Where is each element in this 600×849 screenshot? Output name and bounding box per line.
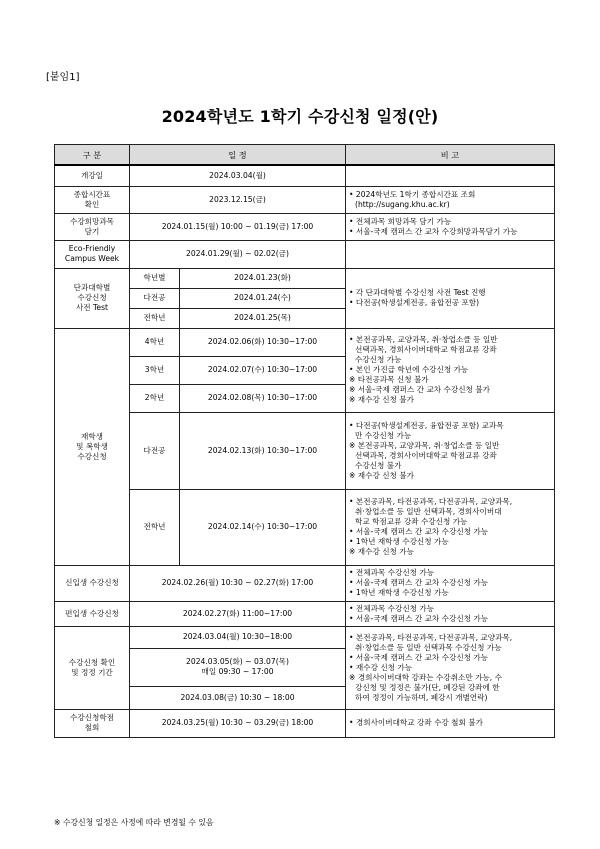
notes-cell: • 전체과목 희망과목 담기 가능 • 서울-국제 캠퍼스 간 교차 수강희망과목담기 가능 <box>346 213 555 240</box>
table-row <box>55 165 555 186</box>
table-row <box>55 626 555 648</box>
notes-cell: • 다전공(학생설계전공, 융합전공 포함) 교과목 만 수강신청 가능 ※ 본전공과목, 교양과목, 취·창업소클 등 일반 선택과목, 경희사이버대학교 학점교류 강좌 수강신청 불가 ※ 재수강 신청 불가 <box>346 412 555 489</box>
schedule-cell: 2024.01.15(월) 10:00 ~ 01.19(금) 17:00 <box>130 213 346 240</box>
attachment-label: [붙임1] <box>46 72 80 83</box>
schedule-cell: 2024.01.29(월) ~ 02.02(금) <box>130 240 346 268</box>
schedule-cell: 2024.03.08(금) 10:30 ~ 18:00 <box>130 686 346 709</box>
table-row <box>55 412 555 489</box>
schedule-cell: 2024.03.04(월) <box>130 165 346 186</box>
subcategory-cell: 2학년 <box>130 384 180 412</box>
notes-cell: • 각 단과대학별 수강신청 사전 Test 진행 • 다전공(학생설계전공, 융합전공 포함) <box>346 268 555 328</box>
subcategory-cell: 다전공 <box>130 288 180 308</box>
schedule-cell: 2024.03.04(월) 10:30~18:00 <box>130 626 346 648</box>
table-row <box>55 268 555 288</box>
category-cell: 개강일 <box>55 165 130 186</box>
subcategory-cell: 학년별 <box>130 268 180 288</box>
notes-cell: • 경희사이버대학교 강좌 수강 철회 불가 <box>346 709 555 737</box>
table-row <box>55 489 555 565</box>
notes-cell: • 2024학년도 1학기 종합시간표 조회 (http://sugang.khu.ac.kr) <box>346 186 555 213</box>
notes-cell: • 본전공과목, 타전공과목, 다전공과목, 교양과목, 취·창업소클 등 일반 선택과목, 경희사이버대 학교 학점교류 강좌 수강신청 가능 • 서울-국제 캠퍼스 간 교차 수강신청 가능 • 1학년 재학생 수강신청 가능 ※ 재수강 신청 가능 <box>346 489 555 565</box>
schedule-cell: 2024.02.06(화) 10:30~17:00 <box>180 328 346 356</box>
category-cell: 수강신청학점 철회 <box>55 709 130 737</box>
category-cell: 신입생 수강신청 <box>55 565 130 601</box>
schedule-cell: 2024.02.14(수) 10:30~17:00 <box>180 489 346 565</box>
category-cell: Eco-Friendly Campus Week <box>55 240 130 268</box>
notes-cell <box>346 165 555 186</box>
category-cell: 재학생 및 복학생 수강신청 <box>55 328 130 565</box>
category-cell: 수강희망과목 담기 <box>55 213 130 240</box>
table-row <box>55 186 555 213</box>
table-row <box>55 601 555 626</box>
header-notes: 비 고 <box>346 145 555 166</box>
schedule-cell: 2024.02.27(화) 11:00~17:00 <box>130 601 346 626</box>
schedule-cell: 2024.02.08(목) 10:30~17:00 <box>180 384 346 412</box>
header-schedule: 일 정 <box>130 145 346 166</box>
notes-cell: • 본전공과목, 타전공과목, 다전공과목, 교양과목, 취·창업소클 등 일반 선택과목 수강신청 가능 • 서울-국제 캠퍼스 간 교차 수강신청 가능 • 재수강 신청 가능 ※ 경희사이버대학 강좌는 수강취소만 가능, 수 강신청 및 정정은 불가(단, 폐강된 강좌에 한 하여 정정이 가능하며, 폐강시 개별연락) <box>346 626 555 709</box>
notes-cell: • 전체과목 수강신청 가능 • 서울-국제 캠퍼스 간 교차 수강신청 가능 • 1학년 재학생 수강신청 가능 <box>346 565 555 601</box>
schedule-cell: 2024.01.24(수) <box>180 288 346 308</box>
subcategory-cell: 4학년 <box>130 328 180 356</box>
schedule-cell: 2023.12.15(금) <box>130 186 346 213</box>
table-row <box>55 240 555 268</box>
notes-cell: • 본전공과목, 교양과목, 취·창업소클 등 일반 선택과목, 경희사이버대학교 학점교류 강좌 수강신청 가능 • 본인 가진급 학년에 수강신청 가능 ※ 타전공과목 신청 불가 ※ 서울-국제 캠퍼스 간 교차 수강신청 불가 ※ 재수강 신청 불가 <box>346 328 555 412</box>
header-row <box>55 145 555 166</box>
table-row <box>55 213 555 240</box>
subcategory-cell: 전학년 <box>130 489 180 565</box>
subcategory-cell: 다전공 <box>130 412 180 489</box>
category-cell: 단과대학별 수강신청 사전 Test <box>55 268 130 328</box>
category-cell: 편입생 수강신청 <box>55 601 130 626</box>
table-row <box>55 565 555 601</box>
schedule-cell: 2024.01.25(목) <box>180 308 346 328</box>
schedule-cell: 2024.02.26(월) 10:30 ~ 02.27(화) 17:00 <box>130 565 346 601</box>
schedule-table <box>54 144 555 738</box>
schedule-cell: 2024.03.05(화) ~ 03.07(목) 매일 09:30 ~ 17:00 <box>130 648 346 686</box>
schedule-cell: 2024.02.07(수) 10:30~17:00 <box>180 356 346 384</box>
table-row <box>55 328 555 356</box>
schedule-cell: 2024.02.13(화) 10:30~17:00 <box>180 412 346 489</box>
category-cell: 종합시간표 확인 <box>55 186 130 213</box>
schedule-cell: 2024.01.23(화) <box>180 268 346 288</box>
subcategory-cell: 전학년 <box>130 308 180 328</box>
schedule-cell: 2024.03.25(월) 10:30 ~ 03.29(금) 18:00 <box>130 709 346 737</box>
subcategory-cell: 3학년 <box>130 356 180 384</box>
table-row <box>55 709 555 737</box>
footnote: ※ 수강신청 일정은 사정에 따라 변경될 수 있음 <box>54 818 214 827</box>
header-category: 구 분 <box>55 145 130 166</box>
notes-cell <box>346 240 555 268</box>
category-cell: 수강신청 확인 및 정정 기간 <box>55 626 130 709</box>
notes-cell: • 전체과목 수강신청 가능 • 서울-국제 캠퍼스 간 교차 수강신청 가능 <box>346 601 555 626</box>
page-title: 2024학년도 1학기 수강신청 일정(안) <box>161 107 439 126</box>
